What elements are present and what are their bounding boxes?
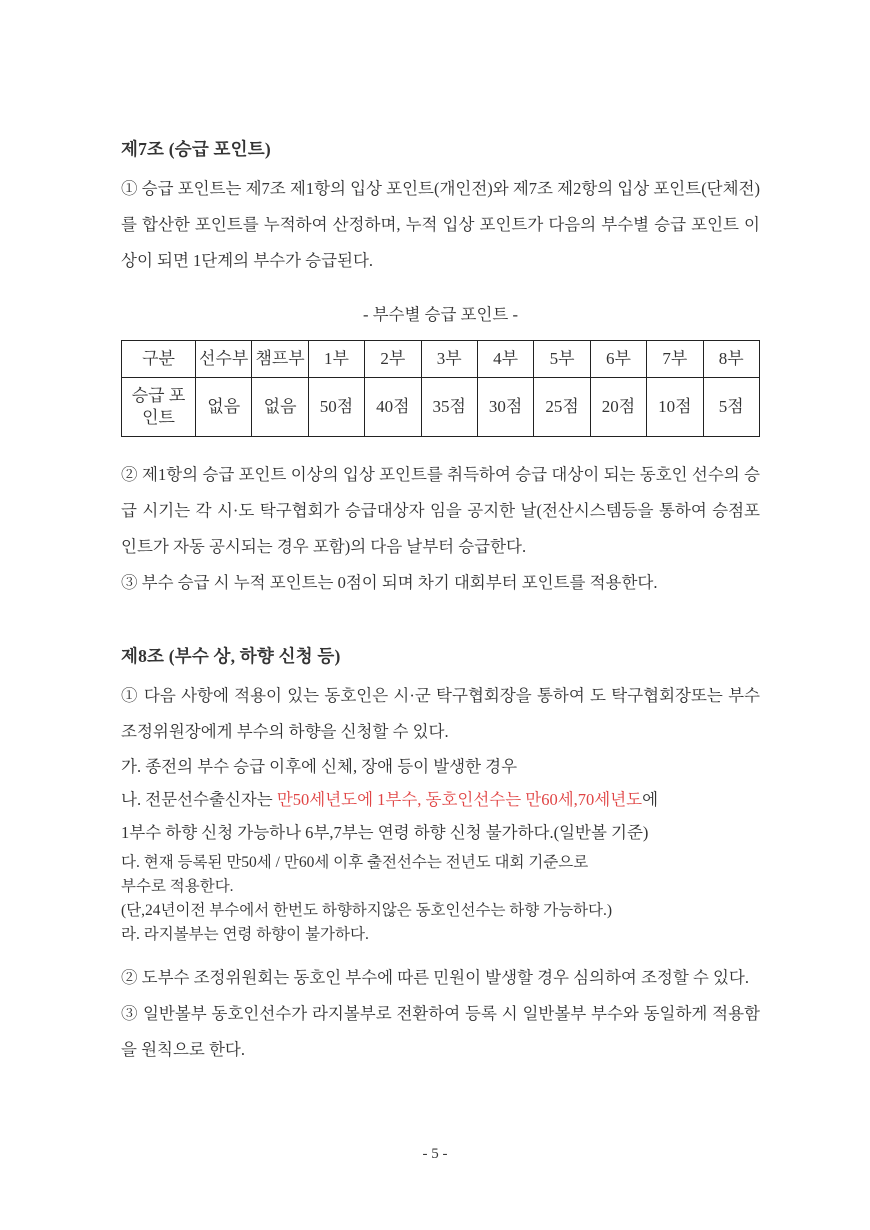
table-value-cell: 30점: [477, 378, 533, 437]
table-value-cell: 50점: [308, 378, 364, 437]
table-header-row: [122, 341, 760, 378]
table-value-cell: 없음: [196, 378, 252, 437]
table-value-cell: 20점: [590, 378, 646, 437]
page-number: - 5 -: [422, 1146, 448, 1162]
item-na-red-text: 만50세년도에 1부수, 동호인선수는 만60세,70세년도: [276, 790, 643, 810]
table-row-label: 승급 포인트: [122, 378, 196, 437]
table-value-row: [122, 378, 760, 437]
table-value-cell: 35점: [421, 378, 477, 437]
table-header-cell: 4부: [477, 341, 533, 378]
table-value-cell: 10점: [647, 378, 703, 437]
table-header-cell: 2부: [365, 341, 421, 378]
promotion-points-table: [121, 340, 760, 437]
table-value-cell: 5점: [703, 378, 759, 437]
item-na-prefix: 나. 전문선수출신자는: [121, 790, 277, 810]
table-header-cell: 구분: [122, 341, 196, 378]
article8-item-da: [121, 851, 760, 947]
table-value-cell: 없음: [252, 378, 308, 437]
article8-paragraph-1: ① 다음 사항에 적용이 있는 동호인은 시·군 탁구협회장을 통하여 도 탁구협회장또는 부수조정위원장에게 부수의 하향을 신청할 수 있다.: [121, 686, 760, 742]
table-value-cell: 40점: [365, 378, 421, 437]
table-header-cell: 6부: [590, 341, 646, 378]
article8-item-na: [121, 783, 760, 849]
item-da-line2: 부수로 적용한다.: [121, 878, 234, 896]
item-da-note: (단,24년이전 부수에서 한번도 하향하지않은 동호인선수는 하향 가능하다.): [121, 902, 613, 920]
table-header-cell: 챔프부: [252, 341, 308, 378]
item-na-suffix: 에: [642, 790, 659, 810]
item-da-line1: 다. 현재 등록된 만50세 / 만60세 이후 출전선수는 전년도 대회 기준으로: [121, 854, 589, 872]
table-header-cell: 선수부: [196, 341, 252, 378]
article8-paragraph-2: ② 도부수 조정위원회는 동호인 부수에 따른 민원이 발생할 경우 심의하여 조정할 수 있다.: [121, 968, 749, 988]
article7-paragraph-1: ① 승급 포인트는 제7조 제1항의 입상 포인트(개인전)와 제7조 제2항의 입상 포인트(단체전)를 합산한 포인트를 누적하여 산정하며, 누적 입상 포인트가 다음의 부수별 승급 포인트 이상이 되면 1단계의 부수가 승급된다.: [121, 179, 760, 270]
article8-heading: 제8조 (부수 상, 하향 신청 등): [121, 646, 341, 667]
table-header-cell: 5부: [534, 341, 590, 378]
article7-heading: 제7조 (승급 포인트): [121, 139, 271, 159]
table-header-cell: 3부: [421, 341, 477, 378]
article7-paragraph-3: ③ 부수 승급 시 누적 포인트는 0점이 되며 차기 대회부터 포인트를 적용한다.: [121, 573, 658, 593]
item-na-line2: 1부수 하향 신청 가능하나 6부,7부는 연령 하향 신청 불가하다.(일반볼 기준): [121, 823, 649, 843]
article8-paragraph-3: ③ 일반볼부 동호인선수가 라지볼부로 전환하여 등록 시 일반볼부 부수와 동일하게 적용함을 원칙으로 한다.: [121, 1004, 760, 1060]
table-header-cell: 1부: [308, 341, 364, 378]
article8-item-ga: 가. 종전의 부수 승급 이후에 신체, 장애 등이 발생한 경우: [121, 757, 518, 777]
table-value-cell: 25점: [534, 378, 590, 437]
table-header-cell: 8부: [703, 341, 759, 378]
article8-item-ra: 라. 라지볼부는 연령 하향이 불가하다.: [121, 926, 369, 944]
article7-paragraph-2: ② 제1항의 승급 포인트 이상의 입상 포인트를 취득하여 승급 대상이 되는 동호인 선수의 승급 시기는 각 시·도 탁구협회가 승급대상자 임을 공지한 날(전산시스템등을 통하여 승점포인트가 자동 공시되는 경우 포함)의 다음 날부터 승급한다.: [121, 465, 760, 557]
document-content: [121, 136, 760, 1068]
table-header-cell: 7부: [647, 341, 703, 378]
points-table-title: - 부수별 승급 포인트 -: [362, 305, 518, 324]
